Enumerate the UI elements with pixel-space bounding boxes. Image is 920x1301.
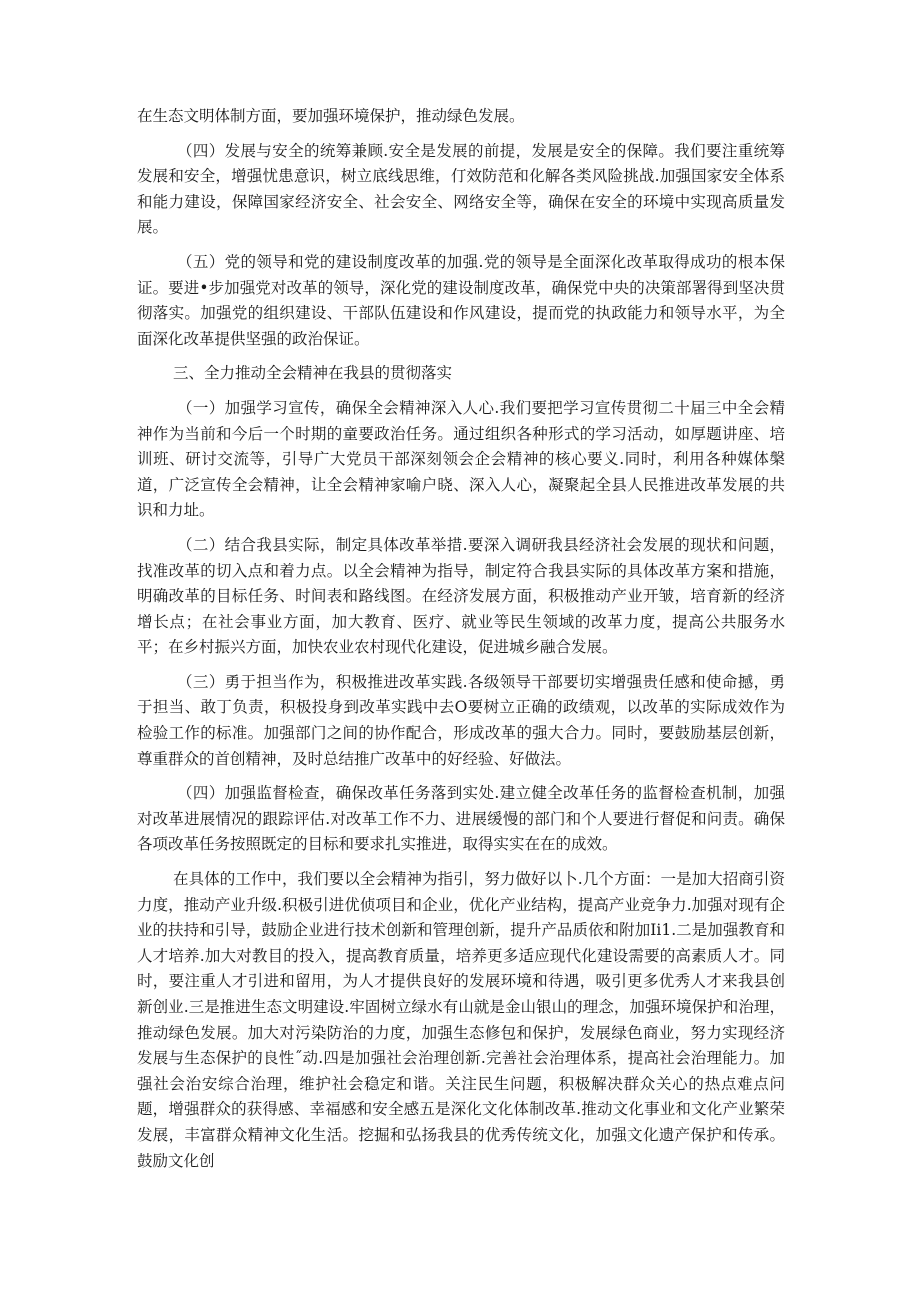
paragraph-study-publicity: （一）加强学习宣传，确保全会精神深入人心.我们要把学习宣传贯彻二十届三中全会精神作为当前和今后一个时期的童要政治任务。通过组织各种形式的学习活动，如厚题讲座、培训班、研讨交流等，引导广大党员干部深刻领会企会精神的核心要义.同时，利用各种媒体槃道，广泛宣传全会精神，让全会精神家喻户晓、深入人心，凝聚起全县人民推进改革发展的共识和力址。 — [137, 398, 785, 520]
paragraph-supervision: （四）加强监督检查，确保改革任务落到实处.建立健全改革任务的监督检查机制，加强对改革进展情况的跟踪评估.对改革工作不力、进展缓慢的部门和个人要进行督促和问责。确保各项改革任务按照既定的目标和要求扎实推进，取得实实在在的成效。 — [137, 784, 785, 854]
section-heading-three: 三、全力推动全会精神在我县的贯彻落实 — [173, 364, 453, 383]
paragraph-specific-work: 在具体的工作中，我们要以全会精神为指引，努力做好以卜.几个方面：一是加大招商引资力度，推动产业升级.积极引进优侦项目和企业，优化产业结构，提高产业竞争力.加强对现有企业的扶持和引导，鼓励企业进行技术创新和管理创新，提升产品质依和附加Ii1.二是加强教育和人才培养.加大对教目的投入，提高教育质量，培养更多适应现代化建设需要的高素质人才。同时，要注重人才引进和留用，为人才提供良好的发展环境和待遇，吸引更多优秀人才来我县创新创业.三是推进生态文明建设.牢固树立绿水有山就是金山银山的理念，加强环境保护和治理，推动绿色发展。加大对污染防治的力度，加强生态修包和保护，发展绿色商业，努力实现经济发展与生态保护的良性˝动.四是加强社会治理创新.完善社会治理体系，提高社会治理能力。加强社会治安综合治理，维护社会稳定和谐。关注民生问题，积极解决群众关心的热点难点问题，增强群众的获得感、幸福感和安全感五是深化文化体制改革.推动文化事业和文化产业繁荣发展，丰富群众精神文化生活。挖掘和弘扬我县的优秀传统文化，加强文化遗产保护和传承。鼓励文化创 — [137, 870, 785, 1170]
paragraph-local-reform-measures: （二）结合我县实际，制定具体改革举措.要深入调研我县经济社会发展的现状和问题，找准改革的切入点和着力点。以全会精神为指导，制定符合我县实际的具体改革方案和措施，明确改革的目标任务、时间表和路线图。在经济发展方面，积极推动产业开皱，培育新的经济增长点；在社会事业方面，加大教育、医疗、就业等民生领域的改革力度，提高公共服务水平；在乡村振兴方面，加快农业农村现代化建设，促进城乡融合发展。 — [137, 535, 785, 657]
paragraph-party-leadership: （五）党的领导和党的建设制度改革的加强.党的领导是全面深化改革取得成功的根本保证。要进•步加强党对改革的领导，深化党的建设制度改革，确保党中央的决策部署得到坚决贯彻落实。加强党的组织建设、干部队伍建设和作风建设，提而党的执政能力和领导水平，为全面深化改革提供坚强的政治保证。 — [137, 252, 785, 348]
paragraph-reform-practice: （三）勇于担当作为，积极推进改革实践.各级领导干部要切实增强贵任感和使命撼，勇于担当、敢丁负责，积极投身到改革实践中去O要树立正确的政绩观，以改革的实际成效作为检验工作的标准。加强部门之间的协作配合，形成改革的强大合力。同时，要鼓励基层创新，尊重群众的首创精神，及时总结推广改革中的好经验、好做法。 — [137, 672, 785, 768]
paragraph-development-security: （四）发展与安全的统筹兼顾.安全是发展的前提，发展是安全的保障。我们要注重统筹发展和安全，增强忧患意识，树立底线思维，仃效防范和化解各类风险挑战.加强国家安全体系和能力建设，保障国家经济安全、社会安全、网络安全等，确保在安全的环境中实现高质量发展。 — [137, 141, 785, 237]
paragraph-ecology-tail: 在生态文明体制方面，要加强环境保护，推动绿色发展。 — [137, 107, 525, 125]
document-page — [137, 104, 785, 1183]
